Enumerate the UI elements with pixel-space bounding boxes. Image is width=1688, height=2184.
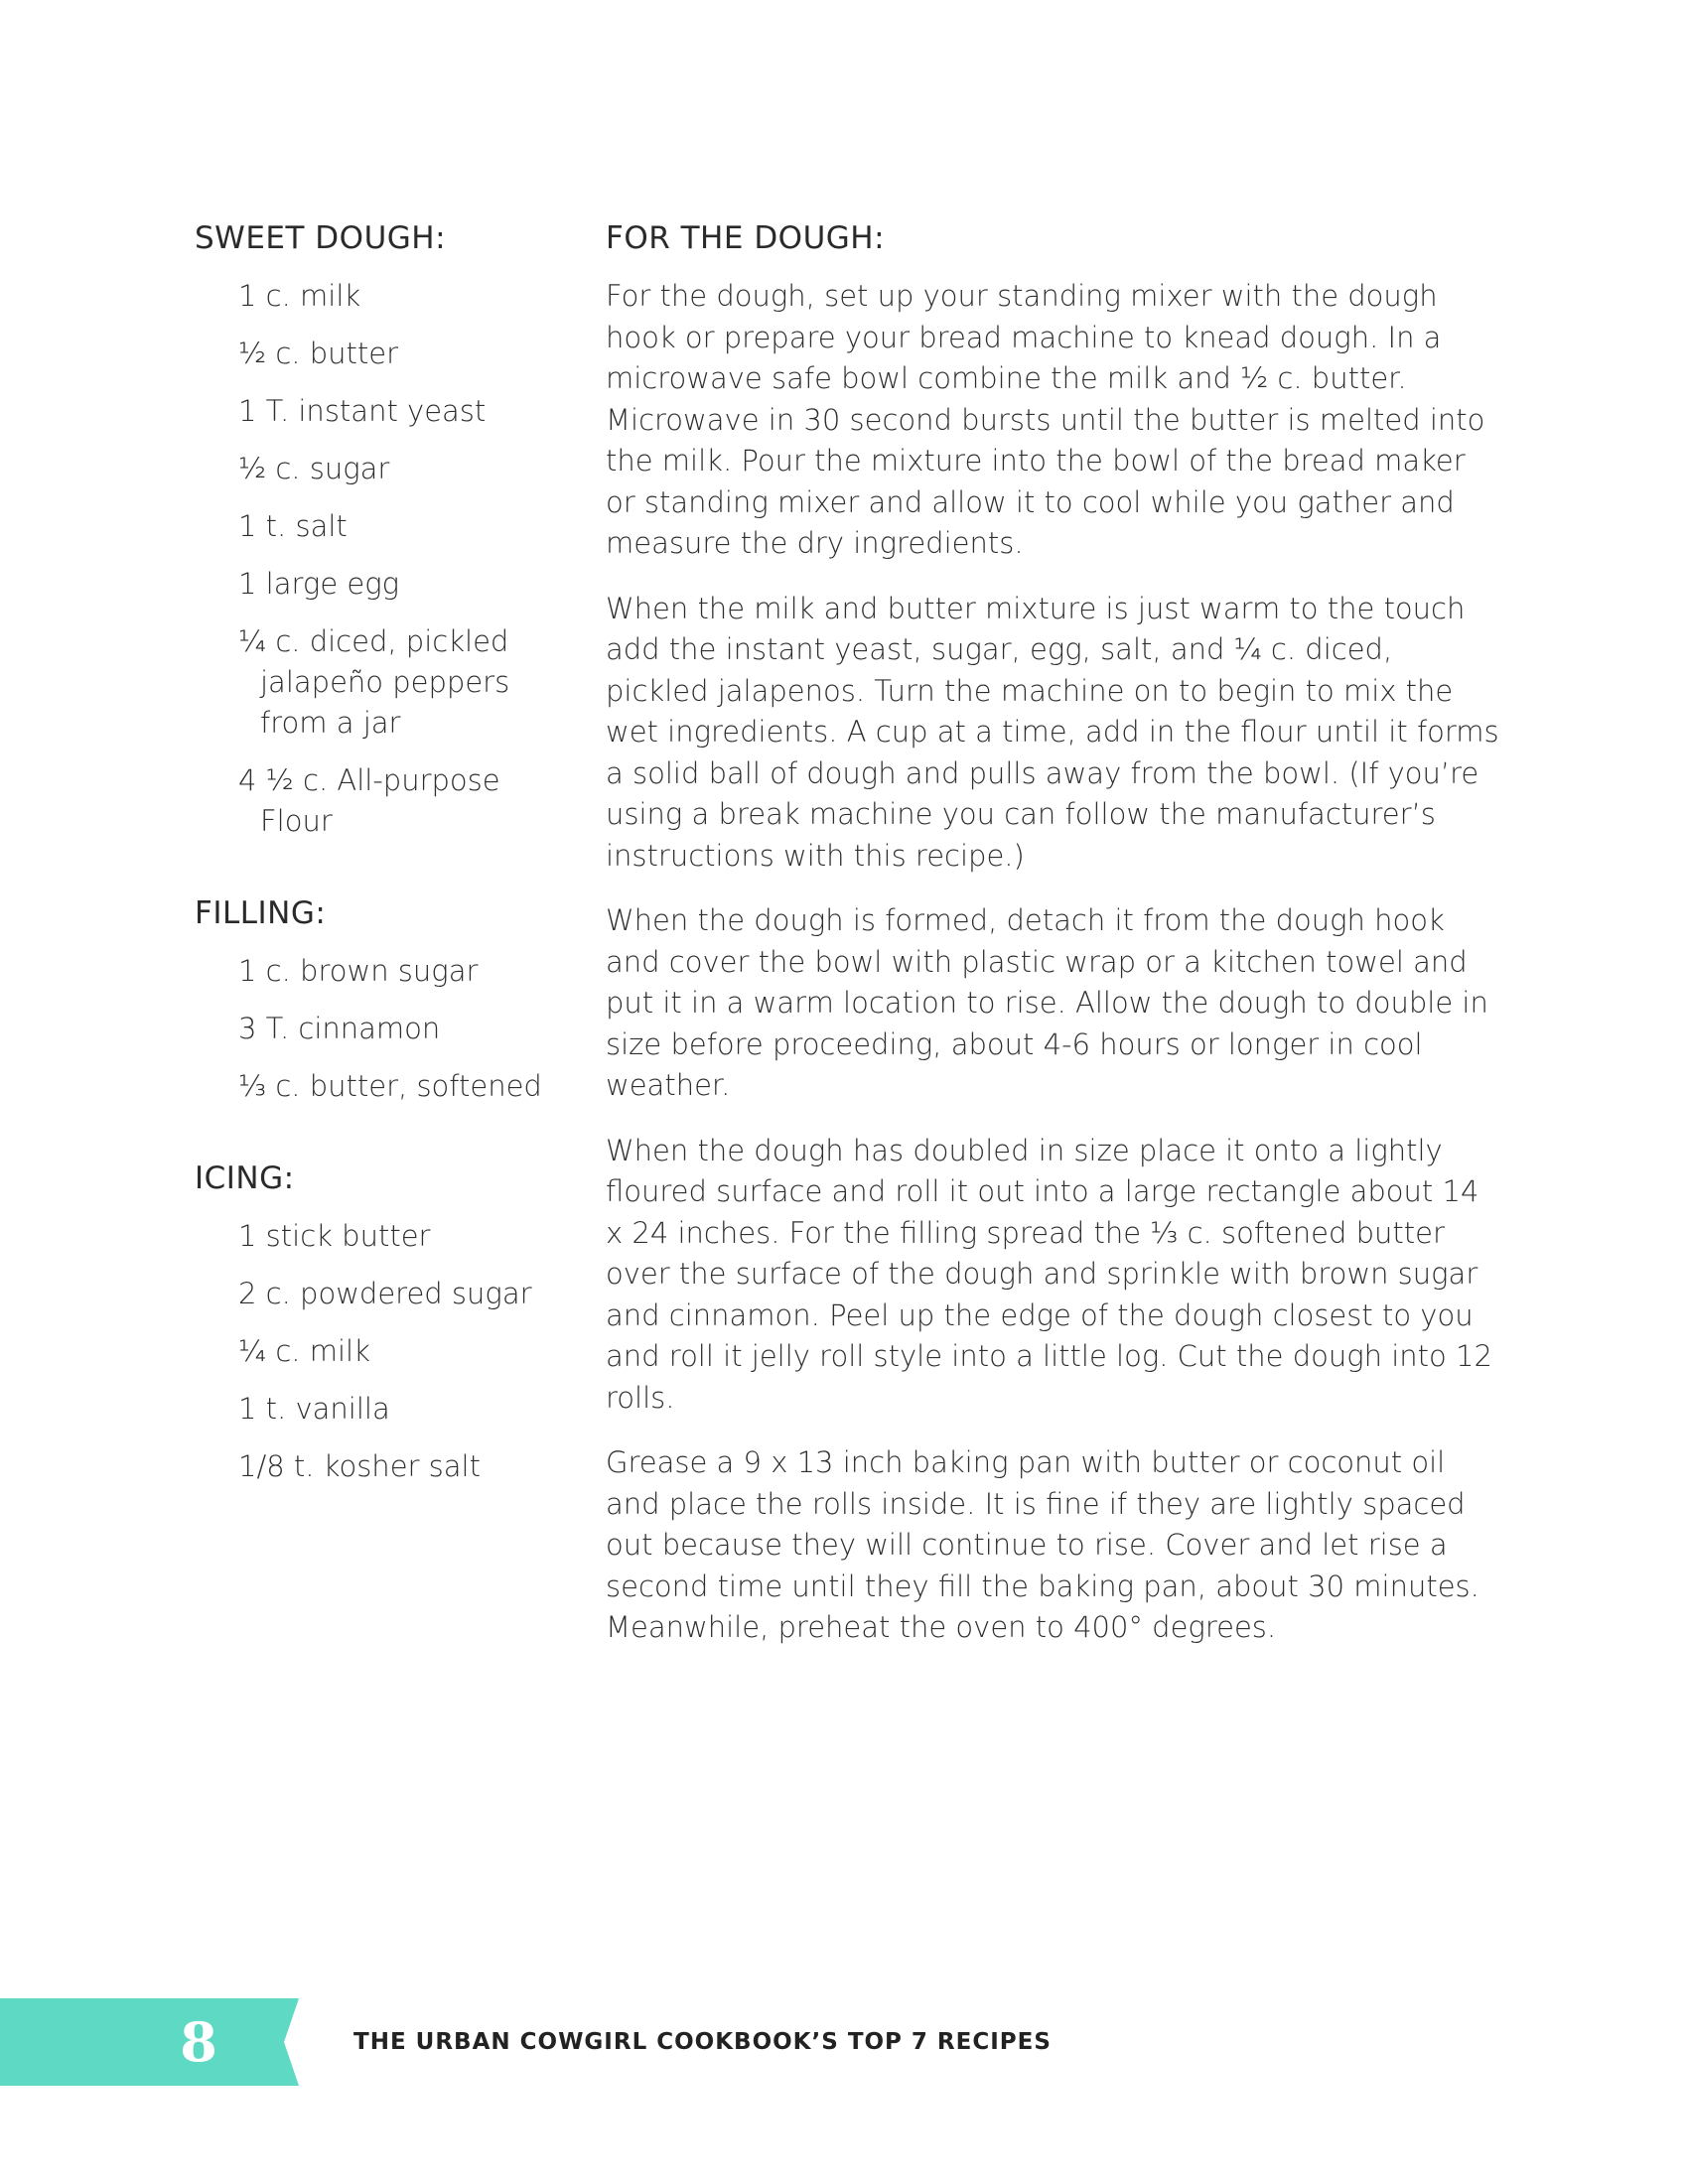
ingredient-item: ¼ c. diced, pickled jalapeño peppers from a jar <box>238 624 510 740</box>
ingredient-item: 1/8 t. kosher salt <box>238 1449 481 1483</box>
method-paragraph: Grease a 9 x 13 inch baking pan with butter or coconut oil and place the rolls inside. It is fine if they are lightly spaced out because they will continue to rise. Cover and let rise a second time until they fill the baking pan, about 30 minutes. Meanwhile, preheat the oven to 400° degrees. <box>606 1445 1479 1644</box>
page-number-tab <box>0 1998 303 2086</box>
page-tab-shape <box>0 1998 303 2086</box>
footer-title: THE URBAN COWGIRL COOKBOOK’S TOP 7 RECIPES <box>353 2029 1052 2055</box>
ingredient-item: 3 T. cinnamon <box>238 1012 441 1045</box>
page-footer <box>0 1998 1688 2086</box>
ingredient-item: 1 stick butter <box>238 1219 431 1253</box>
method-paragraph: When the milk and butter mixture is just warm to the touch add the instant yeast, sugar, egg, salt, and ¼ c. diced, pickled jalapenos. Turn the machine on to begin to mix the wet ingredients. A cup at a time, add in the flour until it forms a solid ball of dough and pulls away from the bowl. (If you’re using a break machine you can follow the manufacturer’s instructions with this recipe.) <box>606 591 1499 873</box>
method-paragraph: When the dough is formed, detach it from the dough hook and cover the bowl with plastic wrap or a kitchen towel and put it in a warm location to rise. Allow the dough to double in size before proceeding, about 4-6 hours or longer in cool weather. <box>606 903 1488 1102</box>
ingredient-item: 2 c. powdered sugar <box>238 1277 532 1310</box>
ingredient-item: ½ c. butter <box>238 337 399 370</box>
ingredient-item: 1 T. instant yeast <box>238 394 487 428</box>
method-column <box>606 214 1499 1673</box>
sweet-dough-list <box>195 276 562 842</box>
ingredient-item: 4 ½ c. All-purpose Flour <box>238 763 500 838</box>
method-paragraph: For the dough, set up your standing mixer with the dough hook or prepare your bread machine to knead dough. In a microwave safe bowl combine the milk and ½ c. butter. Microwave in 30 second bursts until the butter is melted into the milk. Pour the mixture into the bowl of the bread maker or standing mixer and allow it to cool while you gather and measure the dry ingredients. <box>606 279 1485 560</box>
sweet-dough-section <box>195 214 562 842</box>
method-heading: FOR THE DOUGH: <box>606 220 886 256</box>
filling-heading: FILLING: <box>195 895 327 931</box>
filling-list <box>195 951 562 1107</box>
filling-section <box>195 889 562 1107</box>
ingredient-item: ¼ c. milk <box>238 1334 370 1368</box>
method-paragraph: When the dough has doubled in size place it onto a lightly floured surface and roll it out into a large rectangle about 14 x 24 inches. For the filling spread the ⅓ c. softened butter over the surface of the dough and sprinkle with brown sugar and cinnamon. Peel up the edge of the dough closest to you and roll it jelly roll style into a little log. Cut the dough into 12 rolls. <box>606 1133 1492 1415</box>
page-number-wrap <box>159 1998 238 2086</box>
icing-section <box>195 1155 562 1487</box>
ingredient-item: ⅓ c. butter, softened <box>238 1069 542 1103</box>
ingredient-item: 1 c. brown sugar <box>238 954 479 988</box>
ingredient-item: 1 t. vanilla <box>238 1392 390 1426</box>
ingredient-item: 1 large egg <box>238 567 400 601</box>
ingredient-item: 1 t. salt <box>238 509 348 543</box>
ingredient-item: 1 c. milk <box>238 279 361 313</box>
icing-list <box>195 1216 562 1487</box>
sweet-dough-heading: SWEET DOUGH: <box>195 220 447 256</box>
icing-heading: ICING: <box>195 1160 295 1196</box>
ingredients-column <box>195 214 562 1535</box>
page-number: 8 <box>180 2010 217 2074</box>
ingredient-item: ½ c. sugar <box>238 452 390 485</box>
